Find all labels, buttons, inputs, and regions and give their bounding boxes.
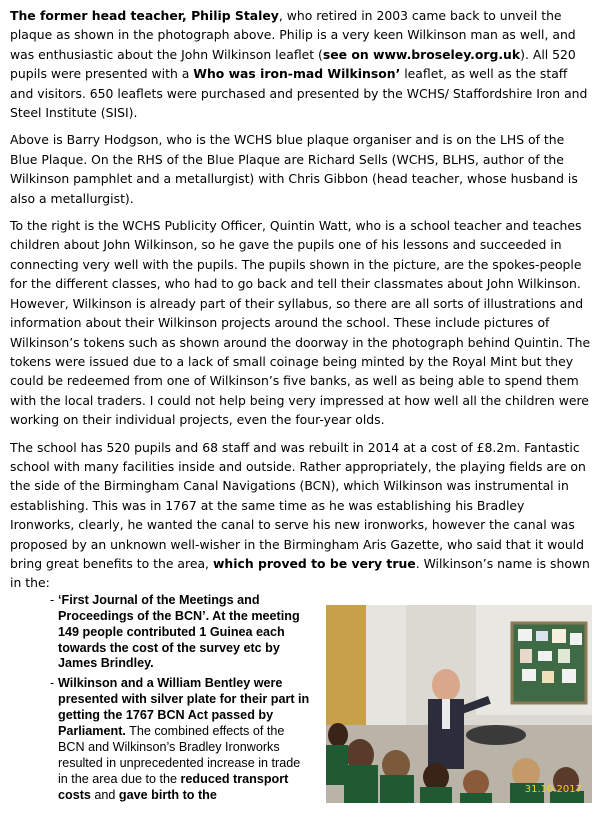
classroom-photo-illustration	[326, 605, 592, 803]
website-reference: see on www.broseley.org.uk	[322, 46, 521, 62]
bold-text: ‘First Journal of the Meetings and Proceedings of the BCN’. At the meeting 149 people contributed 1 Guinea each towards the cost of the survey etc by James Brindley.	[58, 592, 300, 671]
bold-text: Wilkinson and a William Bentley were presented with silver plate for their part in getting the 1767 BCN Act passed by Parliament.	[58, 676, 310, 739]
document-page	[10, 6, 592, 819]
bold-text: gave birth to the	[118, 787, 217, 802]
text-run: . Wilkinson’s name is shown in the:	[10, 555, 590, 591]
bottom-section	[10, 593, 592, 819]
bullet-dash: -	[50, 676, 55, 691]
text-run: leaflet, as well as the staff and visitors. 650 leaflets were purchased and presented by the WCHS/ Staffordshire Iron and Steel Institute (SISI).	[10, 66, 588, 121]
bullet-dash: -	[50, 592, 55, 607]
leaflet-title: Who was iron-mad Wilkinson’	[193, 66, 401, 82]
list-item	[10, 593, 310, 673]
text-run: The school has 520 pupils and 68 staff and was rebuilt in 2014 at a cost of £8.2m. Fantastic school with many facilities inside and outside. Rather appropriately, the playing fields are on the side of the Birmingham Canal Navigations (BCN), which Wilkinson was instrumental in establishing. This was in 1767 at the same time as he was establishing his Bradley Ironworks, clearly, he wanted the canal to serve his new ironworks, however the canal was proposed by an unknown well-wisher in the Birmingham Aris Gazette, who said that it would bring great benefits to the area,	[10, 439, 586, 571]
paragraph-school	[10, 438, 592, 593]
bold-text: which proved to be very true	[212, 555, 416, 571]
classroom-photo	[326, 605, 592, 803]
bold-text: reduced transport costs	[58, 771, 289, 802]
paragraph-barry-hodgson: Above is Barry Hodgson, who is the WCHS blue plaque organiser and is on the LHS of the Blue Plaque. On the RHS of the Blue Plaque are Richard Sells (WCHS, BLHS, author of the Wilkinson pamphlet and a metallurgist) with Chris Gibbon (head teacher, whose husband is also a metallurgist).	[10, 132, 578, 206]
bold-text: The former head teacher, Philip Staley	[10, 8, 279, 23]
paragraph-philip-staley	[10, 6, 592, 122]
text-run: and	[90, 787, 119, 802]
text-run: , who retired in 2003 came back to unveil the plaque as shown in the photograph above. Philip is a very keen Wilkinson man as well, and was enthusiastic about the John Wilkinson leaflet (	[10, 8, 576, 62]
text-run: ). All 520 pupils were presented with a	[10, 46, 576, 82]
photo-date-stamp: 31.10.2017	[524, 783, 582, 795]
bullet-text	[58, 593, 310, 673]
paragraph-quintin-watt: To the right is the WCHS Publicity Officer, Quintin Watt, who is a school teacher and teaches children about John Wilkinson, so he gave the pupils one of his lessons and succeeded in connecting very well with the pupils. The pupils shown in the picture, are the spokes-people for the different classes, who had to go back and tell their classmates about John Wilkinson. However, Wilkinson is already part of their syllabus, so there are all sorts of illustrations and information about their Wilkinson projects around the school. These include pictures of Wilkinson’s tokens such as shown around the doorway in the photograph behind Quintin. The tokens were issued due to a lack of small coinage being minted by the Royal Mint but they could be redeemed from one of Wilkinson’s five banks, as well as being able to spend them with the local traders. I could not help being very impressed at how well all the children were working on their individual projects, even the four-year olds.	[10, 218, 591, 428]
bullet-list	[10, 593, 310, 808]
text-run: The combined effects of the BCN and Wilkinson’s Bradley Ironworks resulted in unprecedented increase in trade in the area due to the	[58, 724, 301, 786]
